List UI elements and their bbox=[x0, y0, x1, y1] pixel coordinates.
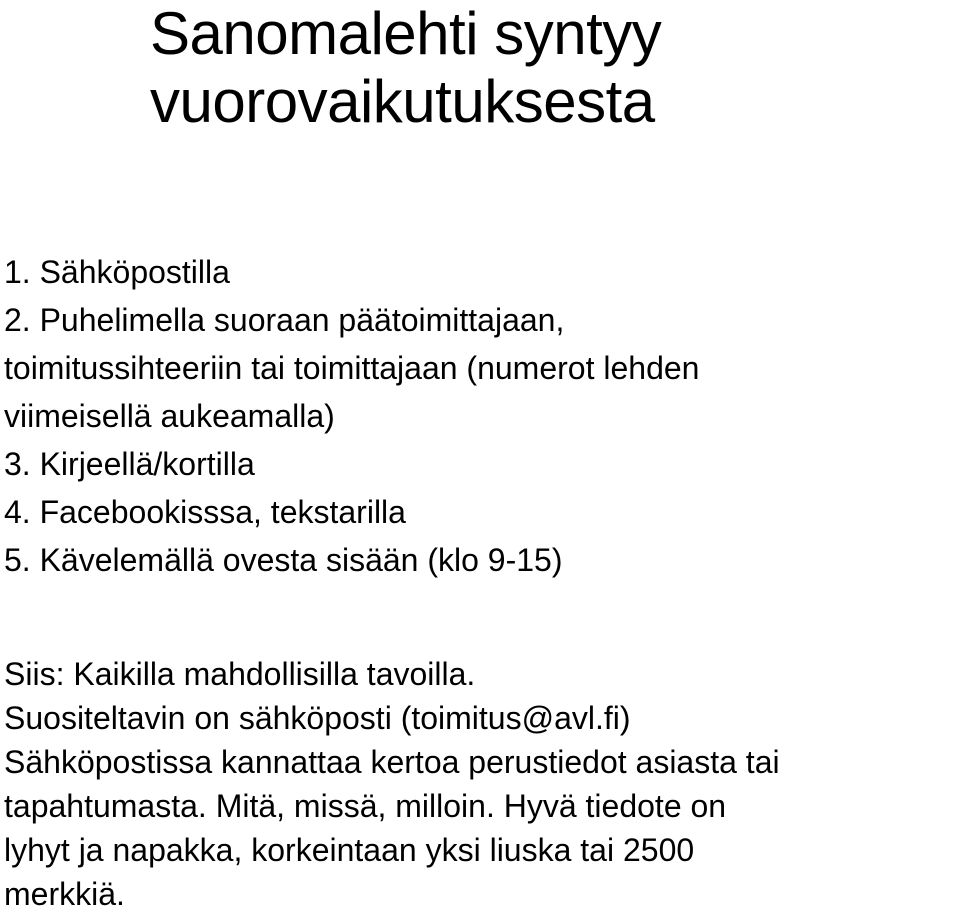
list-item-facebook bbox=[4, 488, 954, 536]
list-item-text: toimitussihteeriin tai toimittajaan (numerot lehden bbox=[4, 350, 700, 386]
paragraph-line: merkkiä. bbox=[4, 876, 125, 912]
slide-title-line: vuorovaikutuksesta bbox=[150, 68, 655, 135]
paragraph-line: lyhyt ja napakka, korkeintaan yksi liuska tai 2500 bbox=[4, 832, 695, 868]
list-item-text: 1. Sähköpostilla bbox=[4, 254, 230, 290]
list-item-text: 3. Kirjeellä/kortilla bbox=[4, 446, 255, 482]
list-item-text: viimeisellä aukeamalla) bbox=[4, 398, 335, 434]
list-item-text: 5. Kävelemällä ovesta sisään (klo 9-15) bbox=[4, 542, 563, 578]
list-item-email bbox=[4, 248, 954, 296]
contact-methods-list bbox=[4, 248, 954, 584]
paragraph-line: Siis: Kaikilla mahdollisilla tavoilla. bbox=[4, 656, 476, 692]
summary-paragraph bbox=[4, 652, 959, 916]
list-item-phone bbox=[4, 296, 954, 440]
list-item-letter bbox=[4, 440, 954, 488]
slide-title-line: Sanomalehti syntyy bbox=[150, 0, 662, 67]
list-item-walk-in bbox=[4, 536, 954, 584]
paragraph-line: Suositeltavin on sähköposti (toimitus@avl.fi) bbox=[4, 700, 631, 736]
list-item-text: 4. Facebookisssa, tekstarilla bbox=[4, 494, 406, 530]
paragraph-line: Sähköpostissa kannattaa kertoa perustiedot asiasta tai bbox=[4, 744, 780, 780]
list-item-text: 2. Puhelimella suoraan päätoimittajaan, bbox=[4, 302, 565, 338]
slide-title bbox=[150, 0, 950, 136]
paragraph-line: tapahtumasta. Mitä, missä, milloin. Hyvä tiedote on bbox=[4, 788, 727, 824]
